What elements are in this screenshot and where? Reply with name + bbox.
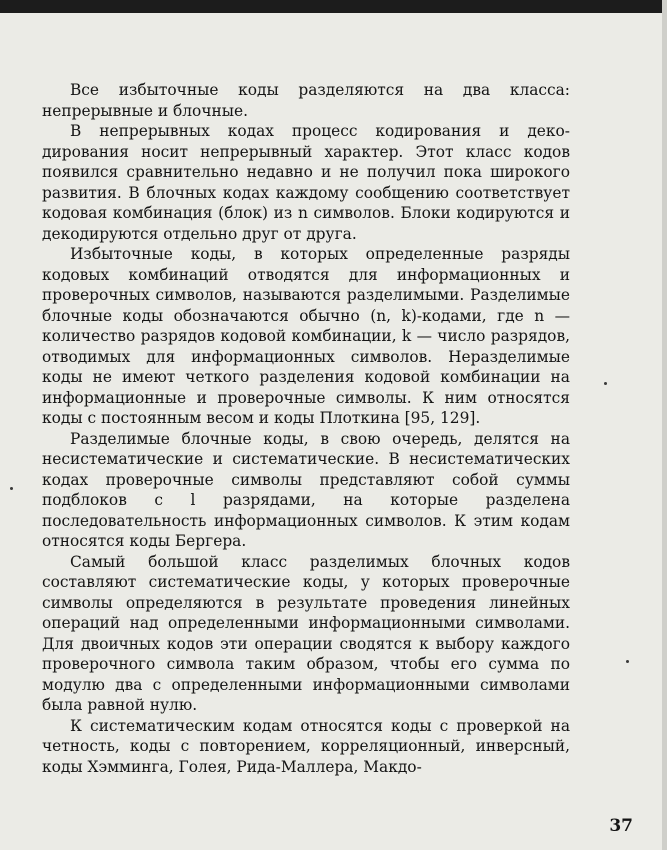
body-text [42, 80, 570, 777]
paragraph-3: Избыточные коды, в которых определенные разряды кодовых комбинаций отводятся для информационных и проверочных символов, называются разделимыми. Разделимые блочные коды обозначаются обычно (n, k)-кодами, где n — количество разрядов кодовой комбинации, k — число разрядов, отводимых для информационных символов. Неразделимые коды не имеют четкого разделения кодовой комбинации на информационные и проверочные символы. К ним относятся коды с постоянным весом и коды Плоткина [95, 129]. [42, 245, 570, 427]
scan-speck [604, 382, 607, 385]
paragraph-2: В непрерывных кодах процесс кодирования и декодирования носит непрерывный характер. Этот класс кодов появился сравнительно недавно и не получил пока широкого развития. В блочных кодах каждому сообщению соответствует кодовая комбинация (блок) из n символов. Блоки кодируются и декодируются отдельно друг от друга. [42, 122, 570, 243]
paragraph-5: Самый большой класс разделимых блочных кодов составляют систематические коды, у которых проверочные символы определяются в результате проведения линейных операций над определенными информационными символами. Для двоичных кодов эти операции сводятся к выбору каждого проверочного символа таким образом, чтобы его сумма по модулю два с определенными информационными символами была равной нулю. [42, 552, 570, 714]
scan-speck [10, 487, 13, 490]
scan-right-edge [662, 0, 667, 850]
paragraph-1: Все избыточные коды разделяются на два класса: непрерывные и блочные. [42, 81, 570, 120]
paragraph-4: Разделимые блочные коды, в свою очередь, делятся на несистематические и систематические. В несистематических кодах проверочные символы представляют собой суммы подблоков с l разрядами, на которые разделена последовательность информационных символов. К этим кодам относятся коды Бергера. [42, 429, 570, 550]
scan-speck [626, 660, 629, 663]
paragraph-6: К систематическим кодам относятся коды с проверкой на четность, коды с повторением, корреляционный, инверсный, коды Хэмминга, Голея, Рида-Маллера, Макдо- [42, 716, 570, 776]
page-number: 37 [609, 816, 633, 836]
scan-top-edge [0, 0, 667, 13]
